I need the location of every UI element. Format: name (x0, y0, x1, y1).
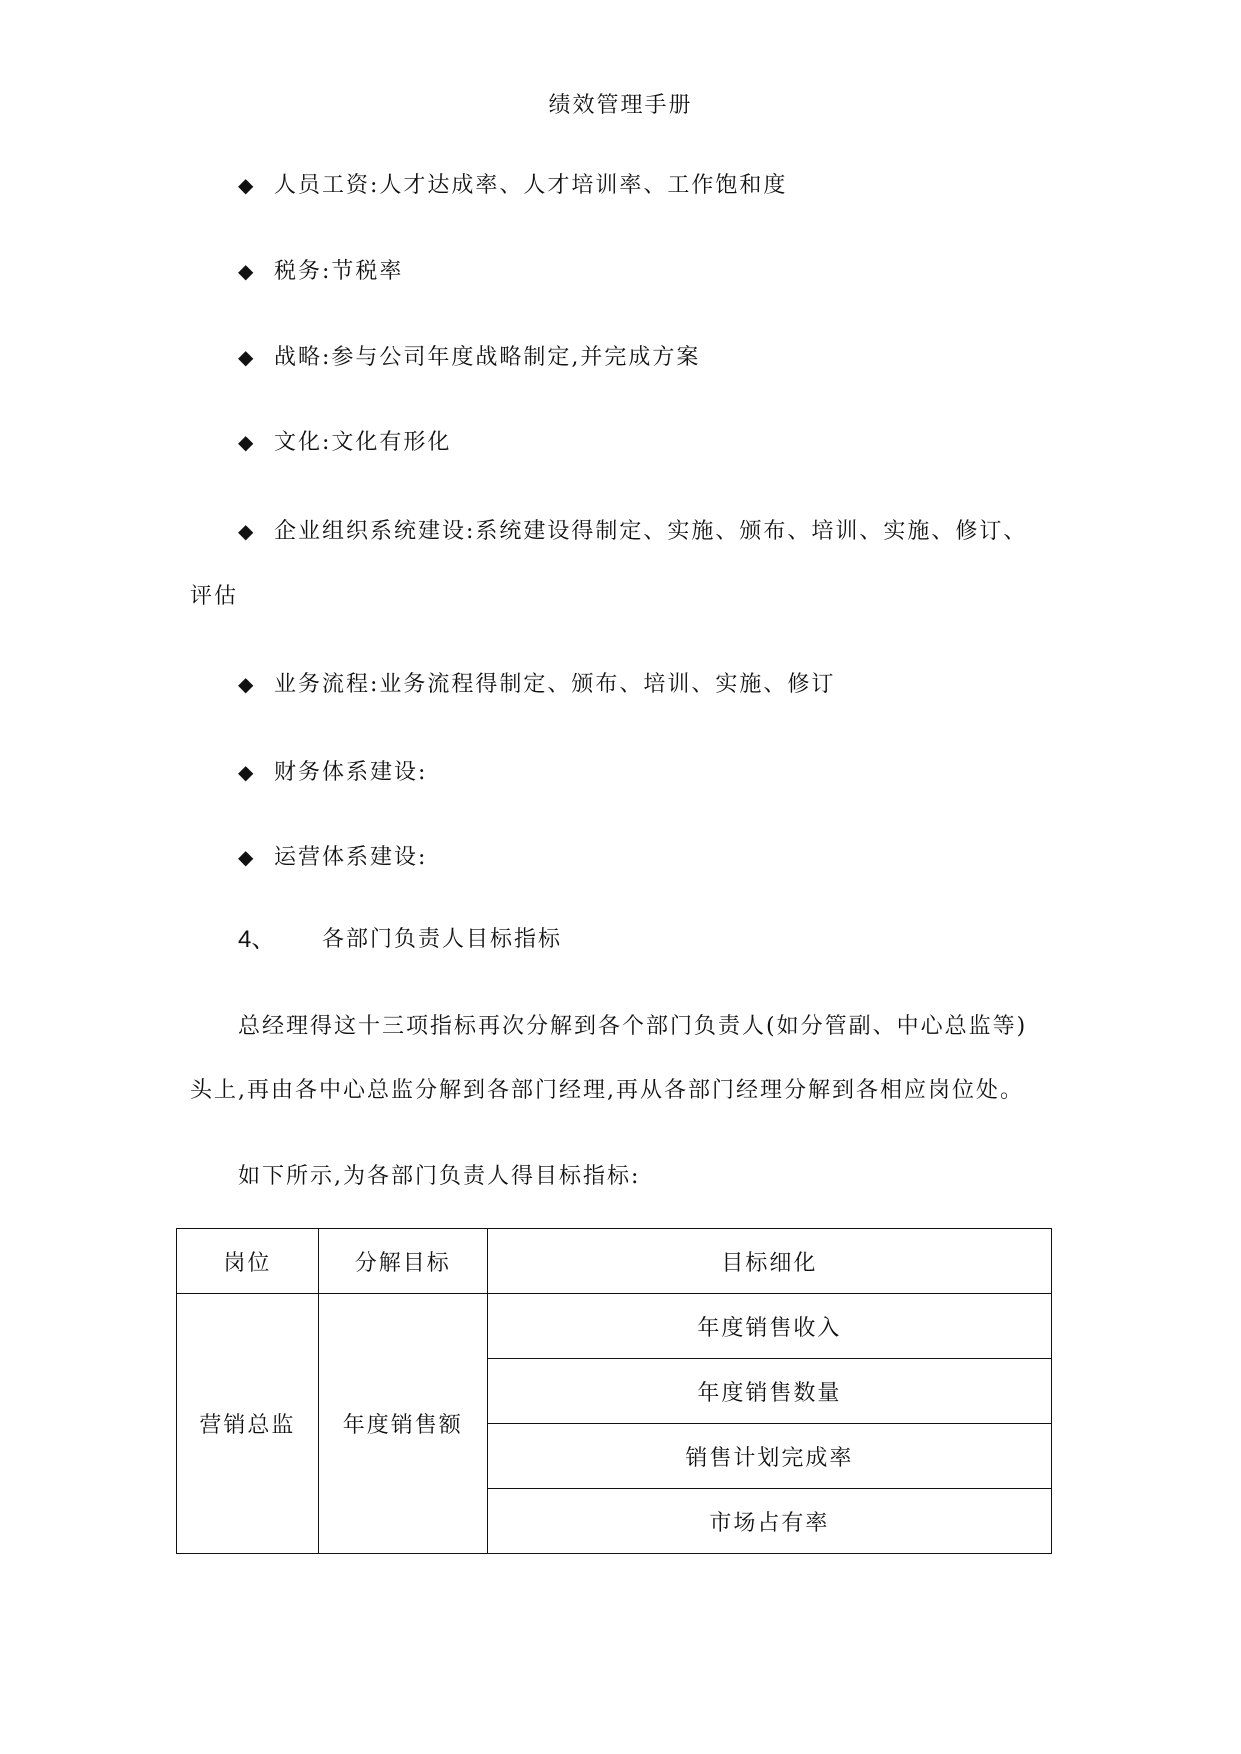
bullet-item (238, 515, 1027, 548)
paragraph-line: 头上,再由各中心总监分解到各部门经理,再从各部门经理分解到各相应岗位处。 (190, 1078, 1024, 1103)
section-number: 4、 (238, 926, 276, 953)
goal-cell: 年度销售额 (318, 1294, 487, 1554)
bullet-text: 税务:节税率 (274, 259, 404, 284)
detail-cell: 销售计划完成率 (487, 1424, 1051, 1489)
bullet-text: 人员工资:人才达成率、人才培训率、工作饱和度 (274, 173, 788, 198)
page-header-title: 绩效管理手册 (548, 93, 693, 118)
bullet-item (238, 341, 700, 374)
paragraph-line: 总经理得这十三项指标再次分解到各个部门负责人(如分管副、中心总监等) (238, 1014, 1028, 1039)
diamond-bullet-icon: ◆ (238, 345, 256, 369)
position-cell: 营销总监 (177, 1294, 319, 1554)
diamond-bullet-icon: ◆ (238, 845, 256, 869)
diamond-bullet-icon: ◆ (238, 672, 256, 696)
bullet-item (238, 841, 427, 874)
section-title: 各部门负责人目标指标 (322, 927, 563, 952)
bullet-continuation-text: 评估 (190, 584, 239, 609)
bullet-text: 业务流程:业务流程得制定、颁布、培训、实施、修订 (274, 672, 836, 697)
bullet-text: 文化:文化有形化 (274, 430, 452, 455)
bullet-item (238, 426, 451, 459)
table-header-row (177, 1229, 1052, 1294)
table-row (177, 1294, 1052, 1359)
diamond-bullet-icon: ◆ (238, 519, 256, 543)
column-header-goal: 分解目标 (318, 1229, 487, 1294)
goals-table (176, 1228, 1052, 1554)
bullet-item (238, 756, 427, 789)
paragraph-intro: 如下所示,为各部门负责人得目标指标: (238, 1164, 641, 1189)
column-header-details: 目标细化 (487, 1229, 1051, 1294)
bullet-text: 战略:参与公司年度战略制定,并完成方案 (274, 345, 701, 370)
bullet-item (238, 169, 787, 202)
diamond-bullet-icon: ◆ (238, 430, 256, 454)
bullet-item (238, 668, 835, 701)
diamond-bullet-icon: ◆ (238, 259, 256, 283)
bullet-text: 运营体系建设: (274, 845, 428, 870)
diamond-bullet-icon: ◆ (238, 760, 256, 784)
detail-cell: 市场占有率 (487, 1489, 1051, 1554)
detail-cell: 年度销售数量 (487, 1359, 1051, 1424)
diamond-bullet-icon: ◆ (238, 173, 256, 197)
bullet-text: 财务体系建设: (274, 760, 428, 785)
detail-cell: 年度销售收入 (487, 1294, 1051, 1359)
bullet-item (238, 255, 403, 288)
bullet-text: 企业组织系统建设:系统建设得制定、实施、颁布、培训、实施、修订、 (274, 519, 1028, 544)
column-header-position: 岗位 (177, 1229, 319, 1294)
